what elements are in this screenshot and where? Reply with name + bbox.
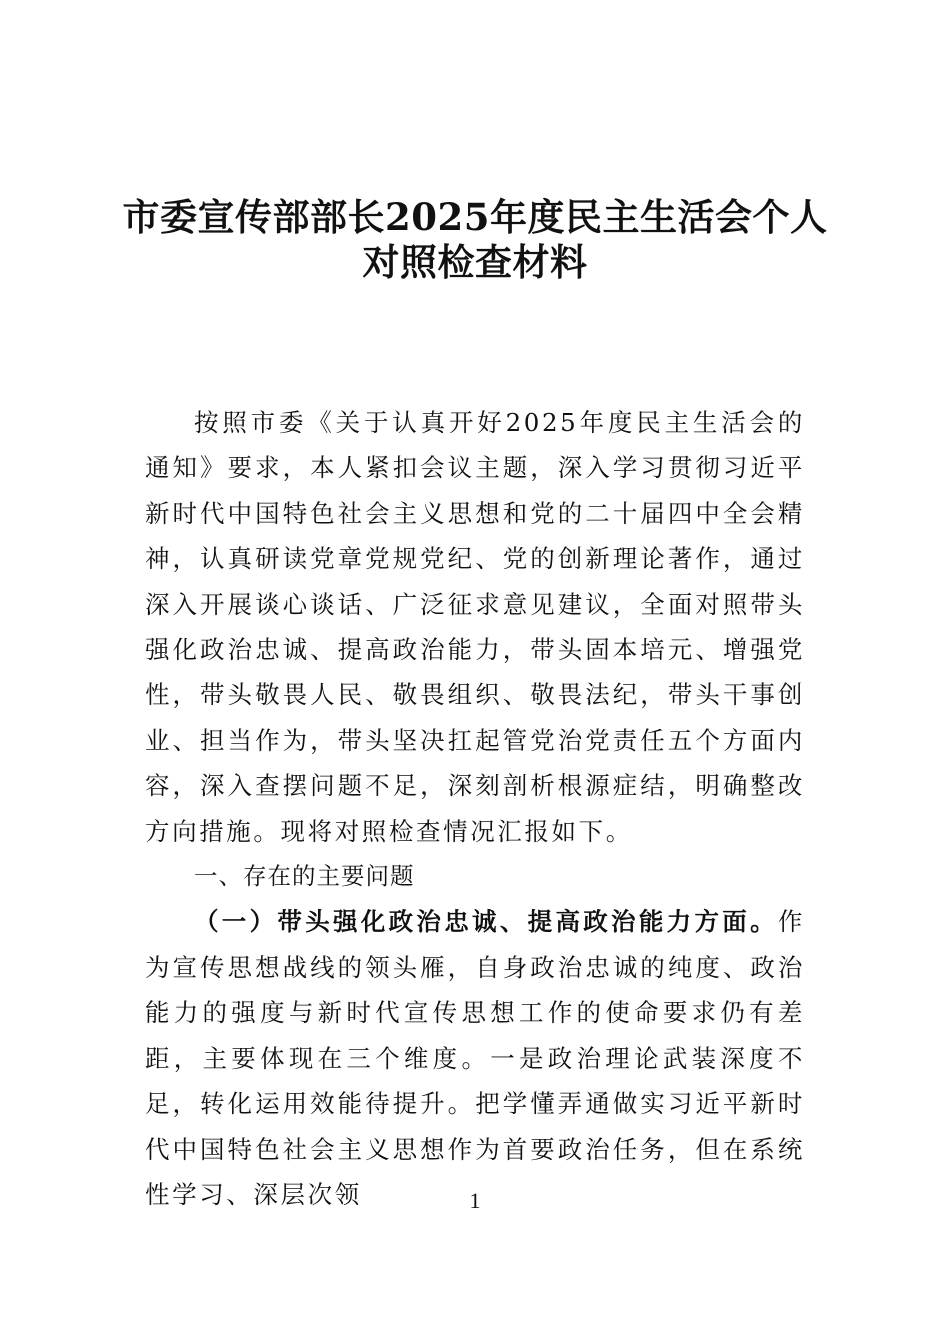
- subsection-heading: （一）带头强化政治忠诚、提高政治能力方面。: [194, 907, 778, 937]
- document-title-line-1: 市委宣传部部长2025年度民主生活会个人: [122, 195, 828, 239]
- subsection-body: 作为宣传思想战线的领头雁，自身政治忠诚的纯度、政治能力的强度与新时代宣传思想工作的使命要求仍有差距，主要体现在三个维度。一是政治理论武装深度不足，转化运用效能待提升。把学懂弄通做实习近平新时代中国特色社会主义思想作为首要政治任务，但在系统性学习、深层次领: [145, 907, 805, 1209]
- intro-paragraph: 按照市委《关于认真开好2025年度民主生活会的通知》要求，本人紧扣会议主题，深入学习贯彻习近平新时代中国特色社会主义思想和党的二十届四中全会精神，认真研读党章党规党纪、党的创新理论著作，通过深入开展谈心谈话、广泛征求意见建议，全面对照带头强化政治忠诚、提高政治能力，带头固本培元、增强党性，带头敬畏人民、敬畏组织、敬畏法纪，带头干事创业、担当作为，带头坚决扛起管党治党责任五个方面内容，深入查摆问题不足，深刻剖析根源症结，明确整改方向措施。现将对照检查情况汇报如下。: [145, 408, 805, 846]
- section-heading: 一、存在的主要问题: [194, 862, 415, 891]
- subsection-paragraph: [145, 899, 805, 1217]
- document-body: [145, 400, 805, 1217]
- document-title-line-2: 对照检查材料: [362, 240, 588, 284]
- page-number: 1: [469, 1188, 481, 1213]
